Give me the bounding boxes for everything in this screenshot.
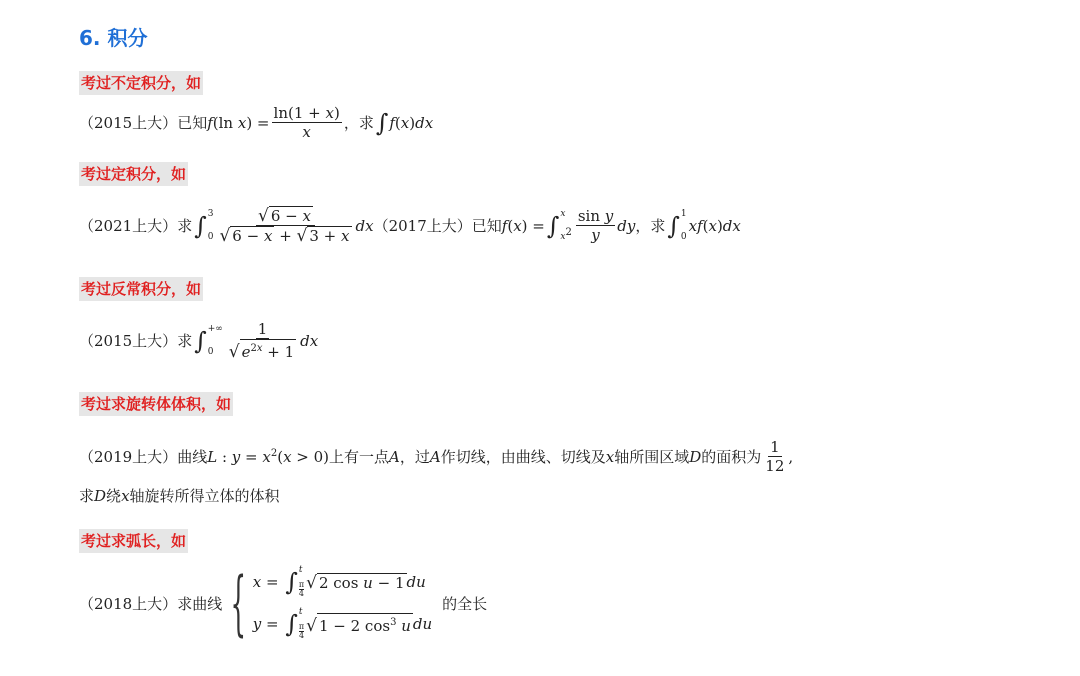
formula: L : $y = x^2(x > 0)$ bbox=[207, 447, 330, 466]
topic-tag-arc-length: 考过求弧长，如 bbox=[79, 529, 188, 553]
problem-year: （2017上大） bbox=[373, 217, 472, 235]
formula: dy bbox=[617, 216, 636, 235]
integral-sign-icon: ∫ bbox=[194, 211, 207, 240]
formula: xf(x)dx bbox=[688, 216, 741, 235]
problem-year: （2019上大） bbox=[79, 448, 178, 466]
formula: dx bbox=[355, 216, 374, 235]
integral-limits: x $x^2$ bbox=[560, 208, 572, 242]
problem-text: 求曲线 bbox=[177, 594, 223, 613]
param-y-equation: y = ∫ t π 4 √ 1 − 2 $\cos^3 u$ du bbox=[252, 607, 433, 640]
topic-tag-indefinite: 考过不定积分，如 bbox=[79, 71, 203, 95]
problem-text: 求 bbox=[177, 217, 193, 235]
integral-limits: 1 0 bbox=[680, 208, 687, 242]
problem-text: 求 bbox=[177, 332, 193, 350]
problem-year: （2015上大） bbox=[79, 332, 178, 350]
integral-sign-icon: ∫ bbox=[194, 326, 207, 355]
comma: , bbox=[788, 447, 794, 466]
point-a: A bbox=[429, 447, 441, 466]
region-d: D bbox=[94, 486, 107, 505]
problem-2015-indefinite bbox=[79, 104, 433, 141]
point-a: A bbox=[389, 447, 400, 466]
problem-text: 的面积为 bbox=[701, 448, 762, 466]
integral-sign-icon: ∫ bbox=[375, 108, 389, 137]
integral-sign-icon: ∫ bbox=[546, 211, 560, 240]
problem-text: 求 bbox=[79, 487, 95, 505]
formula: dx bbox=[300, 331, 319, 350]
problem-text: 作切线，由曲线、切线及 bbox=[440, 448, 606, 466]
problem-year: （2021上大） bbox=[79, 217, 178, 235]
integral-limits: +∞ 0 bbox=[207, 323, 223, 357]
fraction: 1 √ $e^{2x} + 1$ bbox=[228, 320, 295, 362]
formula: f(x)dx bbox=[389, 113, 434, 132]
problem-text: ，求 bbox=[635, 217, 666, 235]
problem-text: 的全长 bbox=[442, 594, 488, 613]
problem-text: 轴旋转所得立体的体积 bbox=[129, 487, 280, 505]
topic-tag-definite: 考过定积分，如 bbox=[79, 162, 188, 186]
integral-limits: 3 0 bbox=[207, 208, 214, 242]
formula: f(ln x) = bbox=[207, 113, 270, 132]
problem-2019-volume bbox=[79, 438, 793, 475]
param-x-equation: x = ∫ t π 4 √ 2 cos u − 1 du bbox=[252, 565, 426, 598]
var-x: x bbox=[121, 486, 130, 505]
problem-text: 已知 bbox=[177, 114, 208, 132]
region-d: D bbox=[689, 447, 702, 466]
problem-2015-improper bbox=[79, 320, 318, 361]
fraction: $\frac{\text{sin y}}{y}$ bbox=[577, 207, 614, 244]
left-brace-icon: { bbox=[230, 562, 247, 644]
fraction: $\frac{\ln(1 + x)}{x}$ bbox=[273, 104, 340, 141]
fraction: √ 6 − x √ 6 − x + √ 3 + x bbox=[219, 206, 350, 246]
formula: f(x) = bbox=[501, 216, 545, 235]
problem-2021-2017-definite bbox=[79, 206, 741, 245]
fraction: $\frac{1}{12}$ bbox=[765, 438, 785, 475]
parametric-system bbox=[222, 562, 433, 644]
problem-text: ，过 bbox=[399, 448, 430, 466]
integral-sign-icon: ∫ bbox=[667, 211, 680, 240]
topic-tag-volume: 考过求旋转体体积，如 bbox=[79, 392, 233, 416]
problem-2018-arc-length bbox=[79, 562, 488, 644]
var-x: x bbox=[605, 447, 615, 466]
problem-text: ，求 bbox=[343, 114, 374, 132]
topic-tag-improper: 考过反常积分，如 bbox=[79, 277, 203, 301]
problem-text: 已知 bbox=[471, 217, 502, 235]
problem-text: 轴所围区域 bbox=[614, 448, 690, 466]
problem-text: 绕 bbox=[106, 487, 122, 505]
problem-text: 曲线 bbox=[177, 448, 208, 466]
problem-2019-volume-line2 bbox=[79, 485, 280, 506]
problem-year: （2015上大） bbox=[79, 114, 178, 132]
section-title: 6. 积分 bbox=[79, 26, 148, 50]
problem-text: 上有一点 bbox=[329, 448, 390, 466]
problem-year: （2018上大） bbox=[79, 594, 178, 613]
